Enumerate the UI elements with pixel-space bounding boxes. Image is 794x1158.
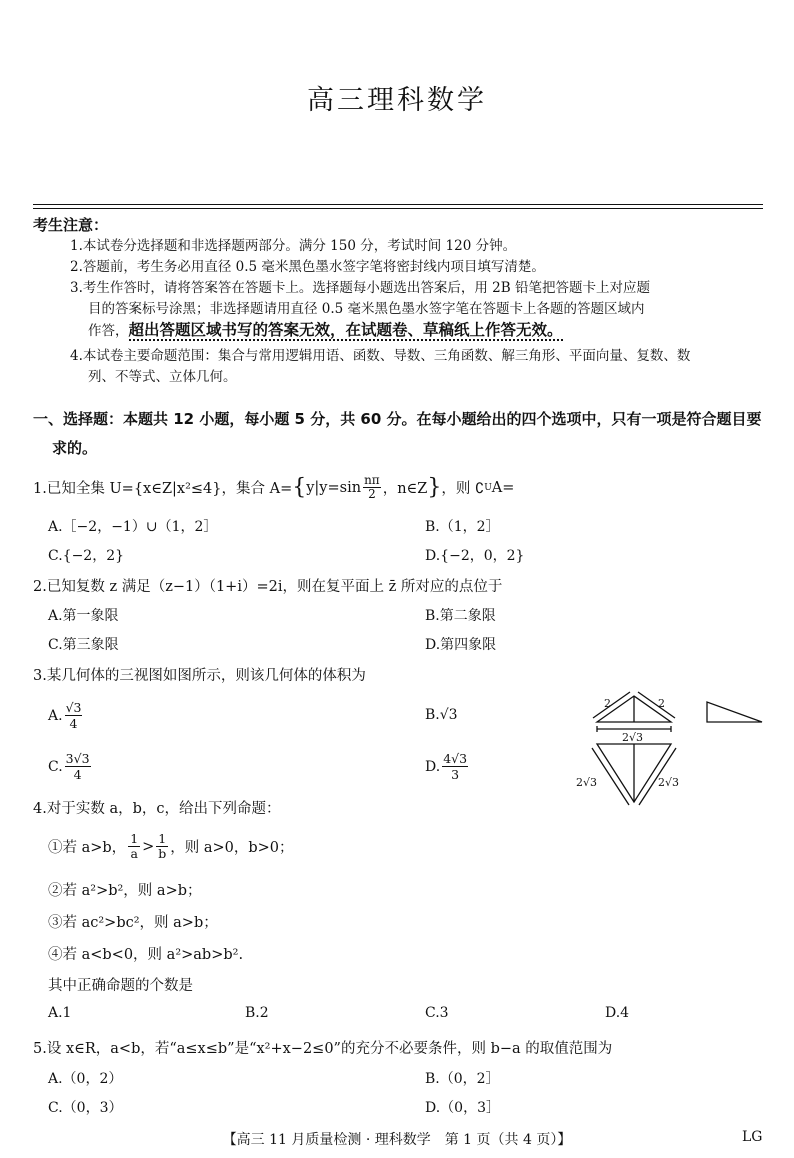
q4-option-a: A.1: [48, 1005, 72, 1021]
q1-fraction: [363, 474, 381, 501]
fig-label-top-left: 2: [604, 697, 611, 710]
side-view-triangle: [707, 702, 762, 722]
q5-option-b: B.（0，2］: [425, 1071, 500, 1087]
option-label: C.: [48, 758, 63, 775]
left-brace: {: [292, 474, 307, 500]
fraction-denominator: 4: [73, 767, 82, 782]
q3-option-a: [48, 700, 82, 731]
prop1-fraction-2: [156, 832, 168, 861]
question-4-stem: 4.对于实数 a，b，c，给出下列命题：: [33, 801, 281, 817]
section-heading: 一、选择题：本题共 12 小题，每小题 5 分，共 60 分。在每小题给出的四个选项中，只有一项是符合题目要: [33, 410, 762, 428]
prop1-fraction-1: [128, 832, 140, 861]
q1-stem-part-2: ，则 ∁: [441, 481, 485, 497]
q5-option-c: C.（0，3）: [48, 1100, 123, 1116]
q3-d-fraction: [442, 751, 468, 782]
q1-stem-part-3: A=: [491, 479, 515, 496]
q1-set-part-2: ，n∈Z: [382, 481, 428, 497]
q1-stem-part: 1.已知全集 U={x∈Z|x²≤4}，集合 A=: [33, 481, 293, 497]
fig-label-bottom-right: 2√3: [658, 776, 680, 789]
notice-heading: 考生注意：: [33, 216, 109, 234]
fraction-denominator: 4: [69, 716, 78, 731]
q4-proposition-2: ②若 a²>b²，则 a>b；: [48, 883, 202, 899]
notice-item-3-line-1: 3.考生作答时，请将答案答在答题卡上。选择题每小题选出答案后，用 2B 铅笔把答题卡上对应题: [70, 280, 650, 296]
notice-item-3-prefix: 作答，: [88, 323, 129, 339]
q4-proposition-3: ③若 ac²>bc²，则 a>b；: [48, 915, 218, 931]
prop1-gt: >: [142, 838, 155, 855]
fraction-numerator: nπ: [364, 473, 380, 487]
fraction-denominator: a: [130, 846, 138, 861]
fraction-numerator: 1: [158, 831, 167, 846]
q4-question: 其中正确命题的个数是: [48, 978, 193, 994]
header-rule-top: [33, 204, 763, 205]
fraction-numerator: √3: [65, 700, 82, 715]
fraction-denominator: b: [158, 846, 167, 861]
question-5-stem: 5.设 x∈R，a<b，若“a≤x≤b”是“x²+x−2≤0”的充分不必要条件，则 b−a 的取值范围为: [33, 1041, 613, 1057]
q1-option-d: D.{−2，0，2}: [425, 548, 525, 564]
q3-option-d: [425, 751, 468, 782]
q5-option-d: D.（0，3］: [425, 1100, 500, 1116]
fraction-numerator: 3√3: [65, 751, 90, 766]
q5-option-a: A.（0，2）: [48, 1071, 123, 1087]
fraction-denominator: 3: [451, 767, 460, 782]
notice-item-1: 1.本试卷分选择题和非选择题两部分。满分 150 分，考试时间 120 分钟。: [70, 238, 517, 254]
page-title: 高三理科数学: [307, 85, 487, 116]
q4-option-b: B.2: [245, 1005, 269, 1021]
question-3-stem: 3.某几何体的三视图如图所示，则该几何体的体积为: [33, 668, 366, 684]
notice-item-4-line-1: 4.本试卷主要命题范围：集合与常用逻辑用语、函数、导数、三角函数、解三角形、平面向量、复数、数: [70, 348, 691, 364]
section-heading-cont: 求的。: [52, 439, 98, 457]
fraction-denominator: 2: [368, 487, 376, 501]
fig-label-bottom-left: 2√3: [576, 776, 598, 789]
footer-code: LG: [742, 1129, 763, 1145]
prop1-part: ①若 a>b，: [48, 840, 127, 856]
q2-option-c: C.第三象限: [48, 637, 119, 653]
option-label: D.: [425, 758, 441, 775]
fraction-numerator: 4√3: [443, 751, 468, 766]
fig-label-top-base: 2√3: [622, 731, 644, 744]
q1-option-b: B.（1，2］: [425, 519, 500, 535]
three-view-figure: [570, 688, 770, 806]
q1-subscript: U: [484, 482, 492, 493]
prop1-part-2: ，则 a>0，b>0；: [170, 840, 294, 856]
q1-option-a: A.［−2，−1）∪（1，2］: [48, 519, 218, 535]
q3-a-fraction: [65, 700, 83, 731]
q4-option-c: C.3: [425, 1005, 449, 1021]
question-1-stem: [33, 474, 514, 501]
header-rule-bottom: [33, 208, 763, 209]
option-label: A.: [48, 707, 63, 724]
q3-option-b: B.√3: [425, 707, 458, 723]
notice-warning: 超出答题区域书写的答案无效，在试题卷、草稿纸上作答无效。: [128, 321, 563, 339]
q3-c-fraction: [65, 751, 91, 782]
right-brace: }: [427, 474, 442, 500]
q2-option-b: B.第二象限: [425, 608, 496, 624]
q3-option-c: [48, 751, 91, 782]
q4-proposition-1: [48, 832, 294, 861]
fig-label-top-right: 2: [658, 697, 665, 710]
notice-item-2: 2.答题前，考生务必用直径 0.5 毫米黑色墨水签字笔将密封线内项目填写清楚。: [70, 259, 545, 275]
notice-item-4-line-2: 列、不等式、立体几何。: [88, 369, 237, 385]
q1-set-part: y|y=sin: [306, 479, 362, 496]
q2-option-d: D.第四象限: [425, 637, 497, 653]
notice-item-3-line-2: 目的答案标号涂黑；非选择题请用直径 0.5 毫米黑色墨水签字笔在答题卡上各题的答题区域内: [88, 301, 645, 317]
fraction-numerator: 1: [130, 831, 139, 846]
page-footer: 【高三 11 月质量检测 · 理科数学 第 1 页（共 4 页）】: [222, 1132, 572, 1148]
q4-option-d: D.4: [605, 1005, 630, 1021]
q2-option-a: A.第一象限: [48, 608, 119, 624]
q4-proposition-4: ④若 a<b<0，则 a²>ab>b².: [48, 947, 244, 963]
notice-item-3-line-3: [88, 319, 563, 342]
question-2-stem: 2.已知复数 z 满足（z−1）（1+i）=2i，则在复平面上 z̄ 所对应的点位于: [33, 579, 503, 595]
q1-option-c: C.{−2，2}: [48, 548, 125, 564]
